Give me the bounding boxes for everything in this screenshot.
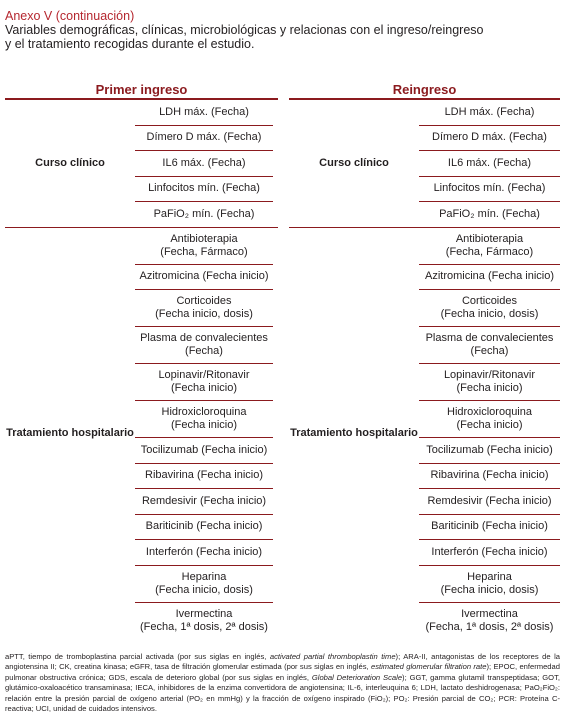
variable-item: Bariticinib (Fecha inicio) bbox=[419, 515, 560, 541]
row-group bbox=[5, 100, 278, 228]
variable-item: Antibioterapia (Fecha, Fármaco) bbox=[419, 228, 560, 265]
variable-item: IL6 máx. (Fecha) bbox=[419, 151, 560, 177]
variable-item: Heparina (Fecha inicio, dosis) bbox=[419, 566, 560, 603]
variable-item: Ribavirina (Fecha inicio) bbox=[419, 464, 560, 490]
variable-item: Lopinavir/Ritonavir (Fecha inicio) bbox=[135, 364, 273, 401]
item-list bbox=[135, 228, 273, 639]
variable-item: Interferón (Fecha inicio) bbox=[135, 540, 273, 566]
variable-item: Interferón (Fecha inicio) bbox=[419, 540, 560, 566]
variable-item: LDH máx. (Fecha) bbox=[419, 100, 560, 126]
table-header bbox=[5, 9, 560, 51]
variable-item: Azitromicina (Fecha inicio) bbox=[419, 265, 560, 291]
variable-item: Tocilizumab (Fecha inicio) bbox=[135, 438, 273, 464]
variable-item: Linfocitos mín. (Fecha) bbox=[135, 177, 273, 203]
variable-item: PaFiO₂ mín. (Fecha) bbox=[439, 207, 540, 220]
group-label: Curso clínico bbox=[319, 156, 389, 169]
variable-item: Plasma de convalecientes (Fecha) bbox=[135, 327, 273, 364]
panel-title: Reingreso bbox=[289, 82, 560, 100]
variable-item: Ribavirina (Fecha inicio) bbox=[135, 464, 273, 490]
footnote bbox=[5, 652, 560, 714]
variable-item: Hidroxicloroquina (Fecha inicio) bbox=[419, 401, 560, 438]
variable-item: Heparina (Fecha inicio, dosis) bbox=[135, 566, 273, 603]
variable-item: Tocilizumab (Fecha inicio) bbox=[419, 438, 560, 464]
row-group bbox=[289, 228, 560, 639]
group-label: Tratamiento hospitalario bbox=[6, 426, 134, 439]
variable-item: Antibioterapia (Fecha, Fármaco) bbox=[135, 228, 273, 265]
row-group bbox=[289, 100, 560, 228]
variable-item: Corticoides (Fecha inicio, dosis) bbox=[135, 290, 273, 327]
variable-item: Plasma de convalecientes (Fecha) bbox=[419, 327, 560, 364]
table-caption-line-2: y el tratamiento recogidas durante el estudio. bbox=[5, 37, 255, 51]
footnote-italic: Global Deterioration Scale bbox=[311, 672, 403, 682]
annex-title: Anexo V (continuación) bbox=[5, 9, 135, 23]
footnote-text: ); GGT, gamma glutamil transpeptidasa; GOT, glutámico-oxaloacético transaminasa; IECA, inhibidores de la enzima convertidora de angiotensina; IL-6, interleuquina 6; LDH, lactato deshidrogenasa; PaO₂FiO₂: relación entre la presión parcial de oxígeno arterial (PO₂ en mmHg) y la fracción de oxígeno inspirado (FiO₂); PO₂: Presión parcial de CO₂; PCR: Proteína C-reactiva; UCI, unidad de cuidados intensivos. bbox=[5, 672, 560, 714]
footnote-text: ); ARA-II, antagonistas de los receptores de la angiotensina II; CK, creatina kinasa; eGFR, tasa de filtración glomerular estimada (por sus siglas en inglés, bbox=[5, 652, 561, 672]
footnote-italic: estimated glomerular filtration rate bbox=[370, 662, 487, 672]
variables-grid bbox=[289, 100, 560, 639]
variable-item: Dímero D máx. (Fecha) bbox=[135, 126, 273, 152]
group-label: Tratamiento hospitalario bbox=[290, 426, 418, 439]
table-caption-line-1: Variables demográficas, clínicas, microbiológicas y relacionas con el ingreso/reingreso bbox=[5, 23, 484, 37]
panel-primer-ingreso bbox=[5, 82, 278, 639]
variable-item: Azitromicina (Fecha inicio) bbox=[135, 265, 273, 291]
variable-item: PaFiO₂ mín. (Fecha) bbox=[153, 207, 255, 220]
footnote-text: aPTT, tiempo de tromboplastina parcial activada (por sus siglas en inglés, bbox=[5, 652, 267, 661]
variable-item: Linfocitos mín. (Fecha) bbox=[419, 177, 560, 203]
group-label: Curso clínico bbox=[35, 156, 105, 169]
variable-item: IL6 máx. (Fecha) bbox=[135, 151, 273, 177]
variable-item: Lopinavir/Ritonavir (Fecha inicio) bbox=[419, 364, 560, 401]
variable-item: Bariticinib (Fecha inicio) bbox=[135, 515, 273, 541]
panel-reingreso bbox=[289, 82, 560, 639]
variable-item: Hidroxicloroquina (Fecha inicio) bbox=[135, 401, 273, 438]
variable-item: Ivermectina (Fecha, 1ª dosis, 2ª dosis) bbox=[140, 607, 268, 633]
footnote-italic: activated partial thromboplastin time bbox=[269, 652, 396, 661]
variable-item: LDH máx. (Fecha) bbox=[135, 100, 273, 126]
item-list bbox=[419, 100, 560, 227]
variable-item: Corticoides (Fecha inicio, dosis) bbox=[419, 290, 560, 327]
variables-grid bbox=[5, 100, 278, 639]
item-list bbox=[135, 100, 273, 227]
footnote-text: ); EPOC, enfermedad pulmonar obstructiva crónica; GDS, escala de deterioro global (por sus siglas en inglés, bbox=[5, 662, 560, 682]
variable-item: Dímero D máx. (Fecha) bbox=[419, 126, 560, 152]
variable-item: Remdesivir (Fecha inicio) bbox=[419, 489, 560, 515]
variable-item: Remdesivir (Fecha inicio) bbox=[135, 489, 273, 515]
variable-item: Ivermectina (Fecha, 1ª dosis, 2ª dosis) bbox=[425, 607, 554, 633]
panel-title: Primer ingreso bbox=[5, 82, 278, 100]
item-list bbox=[419, 228, 560, 639]
row-group bbox=[5, 228, 278, 639]
